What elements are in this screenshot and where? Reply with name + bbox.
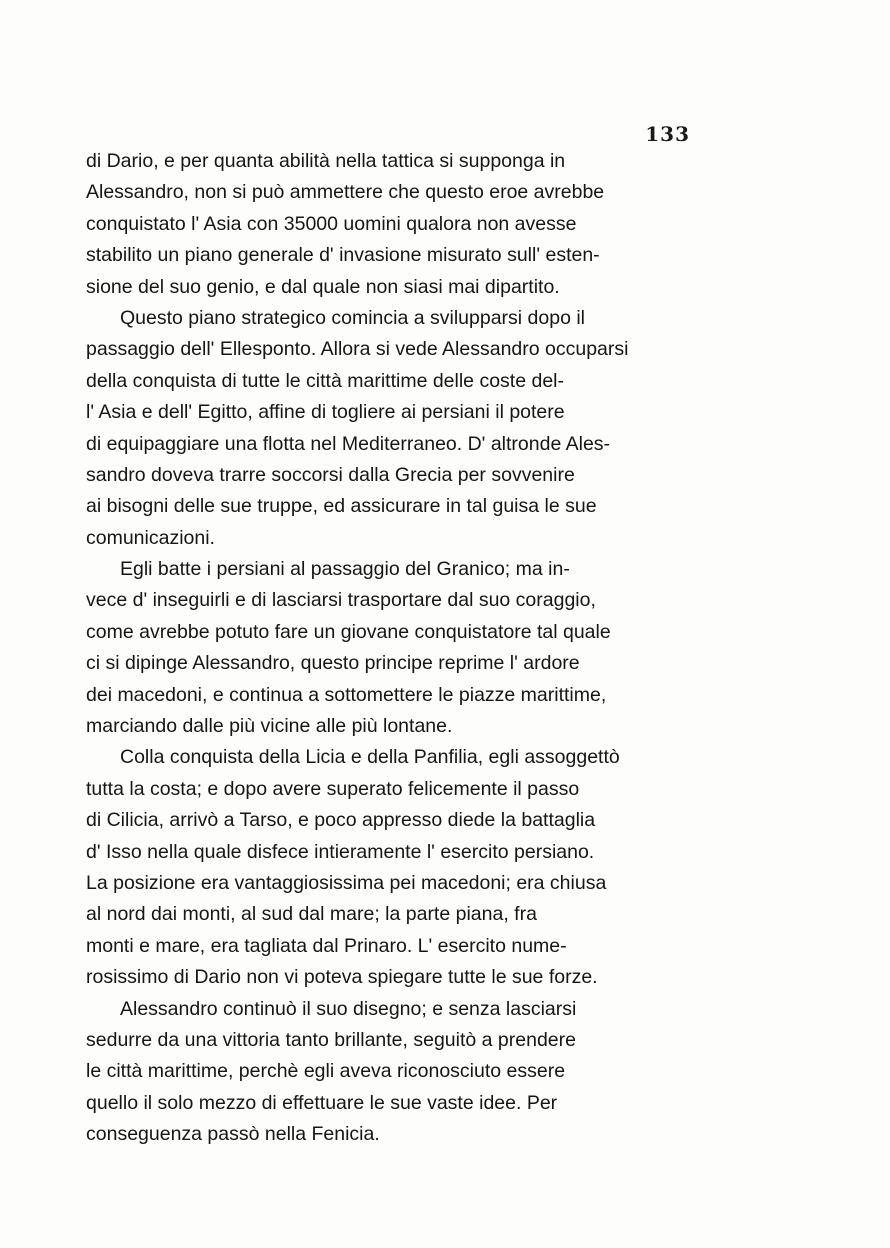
text-line: ai bisogni delle sue truppe, ed assicurare in tal guisa le sue: [86, 495, 597, 518]
page-number: 133: [645, 122, 690, 146]
text-line: rosissimo di Dario non vi poteva spiegare tutte le sue forze.: [86, 966, 598, 989]
text-line: passaggio dell' Ellesponto. Allora si vede Alessandro occuparsi: [86, 338, 629, 361]
text-line: stabilito un piano generale d' invasione misurato sull' esten-: [86, 244, 600, 267]
text-line: Egli batte i persiani al passaggio del Granico; ma in-: [120, 558, 570, 581]
text-line: Colla conquista della Licia e della Panfilia, egli assoggettò: [120, 746, 620, 769]
text-line: come avrebbe potuto fare un giovane conquistatore tal quale: [86, 620, 611, 643]
text-line: Questo piano strategico comincia a svilupparsi dopo il: [120, 306, 586, 329]
paragraph-2: [86, 303, 684, 554]
paragraph-1: [86, 146, 684, 303]
text-line: sedurre da una vittoria tanto brillante, seguitò a prendere: [86, 1028, 576, 1051]
text-line: vece d' inseguirli e di lasciarsi trasportare dal suo coraggio,: [86, 589, 596, 612]
text-line: marciando dalle più vicine alle più lontane.: [86, 715, 453, 738]
paragraph-5: [86, 994, 684, 1151]
text-line: monti e mare, era tagliata dal Prinaro. L' esercito nume-: [86, 934, 567, 957]
text-line: d' Isso nella quale disfece intieramente l' esercito persiano.: [86, 840, 595, 863]
text-line: conquistato l' Asia con 35000 uomini qualora non avesse: [86, 212, 577, 235]
text-line: di Dario, e per quanta abilità nella tattica si supponga in: [86, 150, 566, 172]
text-line: l' Asia e dell' Egitto, affine di togliere ai persiani il potere: [86, 401, 565, 424]
paragraph-4: [86, 742, 684, 993]
text-line: Alessandro continuò il suo disegno; e senza lasciarsi: [120, 997, 577, 1020]
text-line: tutta la costa; e dopo avere superato felicemente il passo: [86, 777, 580, 800]
text-line: di equipaggiare una flotta nel Mediterraneo. D' altronde Ales-: [86, 432, 611, 455]
text-line: dei macedoni, e continua a sottomettere le piazze marittime,: [86, 683, 607, 706]
text-line: quello il solo mezzo di effettuare le sue vaste idee. Per: [86, 1091, 558, 1114]
text-line: comunicazioni.: [86, 526, 215, 549]
paragraph-3: [86, 554, 684, 742]
text-line: di Cilicia, arrivò a Tarso, e poco appresso diede la battaglia: [86, 809, 596, 832]
text-line: La posizione era vantaggiosissima pei macedoni; era chiusa: [86, 871, 607, 894]
text-line: al nord dai monti, al sud dal mare; la parte piana, fra: [86, 903, 537, 926]
text-line: della conquista di tutte le città marittime delle coste del-: [86, 369, 564, 392]
text-line: le città marittime, perchè egli aveva riconosciuto essere: [86, 1060, 566, 1083]
text-line: conseguenza passò nella Fenicia.: [86, 1123, 380, 1146]
text-line: ci si dipinge Alessandro, questo principe reprime l' ardore: [86, 652, 580, 675]
text-line: sandro doveva trarre soccorsi dalla Grecia per sovvenire: [86, 463, 575, 486]
text-line: sione del suo genio, e dal quale non siasi mai dipartito.: [86, 275, 560, 298]
text-line: Alessandro, non si può ammettere che questo eroe avrebbe: [86, 181, 605, 204]
body-text: [86, 146, 684, 1151]
